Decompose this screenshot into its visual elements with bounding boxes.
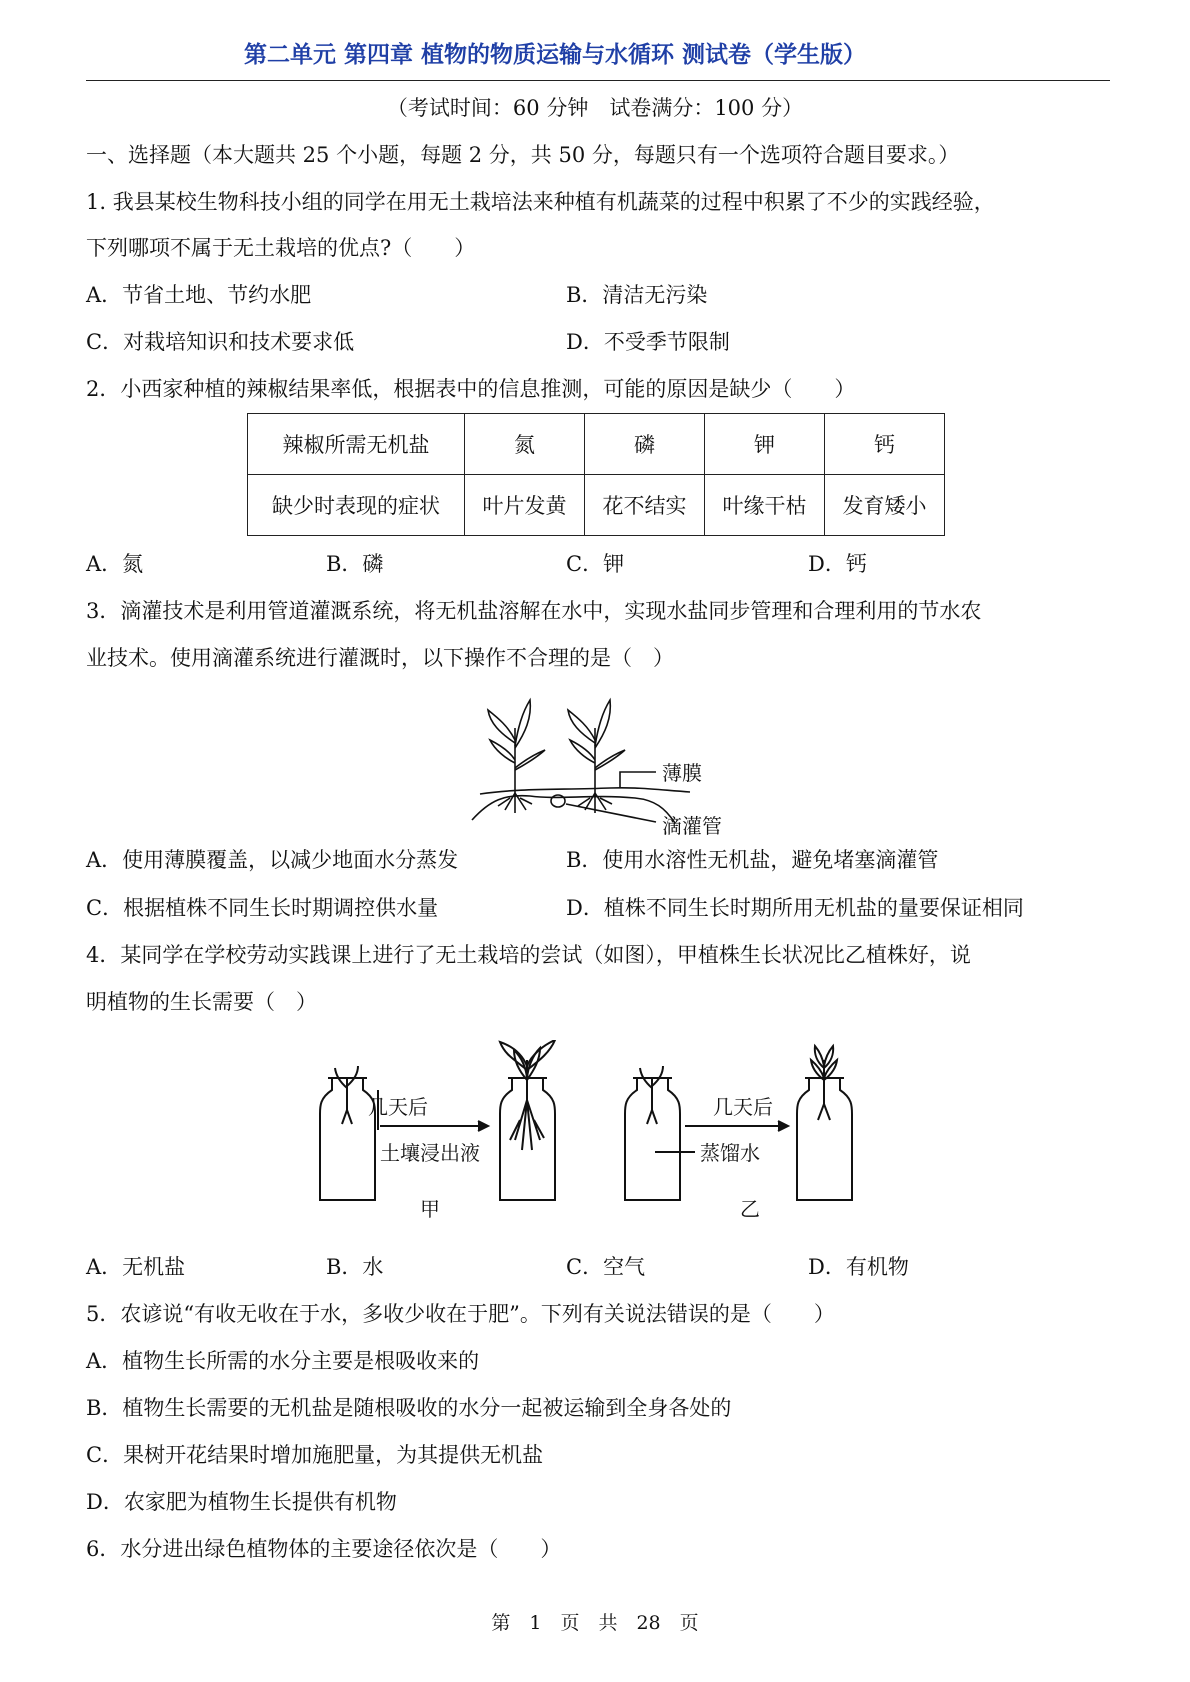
q4-option-d: D．有机物 xyxy=(808,1255,909,1279)
table-cell: 辣椒所需无机盐 xyxy=(248,414,465,475)
table-cell: 发育矮小 xyxy=(825,475,945,536)
q2-stem: 2．小西家种植的辣椒结果率低，根据表中的信息推测，可能的原因是缺少（ ） xyxy=(86,377,856,401)
label-distilled-water: 蒸馏水 xyxy=(700,1141,760,1165)
mineral-table xyxy=(247,413,945,536)
label-drip-pipe: 滴灌管 xyxy=(662,814,722,838)
table-cell: 叶片发黄 xyxy=(465,475,585,536)
q1-option-b: B．清洁无污染 xyxy=(566,283,708,307)
q4-stem-line2: 明植物的生长需要（ ） xyxy=(86,990,317,1014)
page-number: 第 1 页 共 28 页 xyxy=(491,1612,699,1634)
soilless-culture-figure xyxy=(300,1040,900,1230)
q1-stem-line2: 下列哪项不属于无土栽培的优点?（ ） xyxy=(86,236,476,260)
caption-yi: 乙 xyxy=(740,1197,760,1221)
table-cell: 缺少时表现的症状 xyxy=(248,475,465,536)
page-title: 第二单元 第四章 植物的物质运输与水循环 测试卷（学生版） xyxy=(243,42,867,68)
q6-stem: 6．水分进出绿色植物体的主要途径依次是（ ） xyxy=(86,1537,562,1561)
table-cell: 钙 xyxy=(825,414,945,475)
q5-option-d: D．农家肥为植物生长提供有机物 xyxy=(86,1490,397,1514)
q2-option-a: A．氮 xyxy=(86,552,144,576)
q2-option-d: D．钙 xyxy=(808,552,867,576)
section-heading: 一、选择题（本大题共 25 个小题，每题 2 分，共 50 分，每题只有一个选项符合题目要求。） xyxy=(86,143,960,167)
q5-stem: 5．农谚说“有收无收在于水，多收少收在于肥”。下列有关说法错误的是（ ） xyxy=(86,1302,835,1326)
table-row xyxy=(248,475,945,536)
q5-option-a: A．植物生长所需的水分主要是根吸收来的 xyxy=(86,1349,480,1373)
label-days-later-2: 几天后 xyxy=(713,1095,773,1119)
table-cell: 氮 xyxy=(465,414,585,475)
q3-option-c: C．根据植株不同生长时期调控供水量 xyxy=(86,896,439,920)
q3-option-a: A．使用薄膜覆盖，以减少地面水分蒸发 xyxy=(86,848,459,872)
q1-option-d: D．不受季节限制 xyxy=(566,330,730,354)
q3-option-b: B．使用水溶性无机盐，避免堵塞滴灌管 xyxy=(566,848,939,872)
q3-stem-line1: 3．滴灌技术是利用管道灌溉系统，将无机盐溶解在水中，实现水盐同步管理和合理利用的节水农 xyxy=(86,599,982,623)
table-cell: 磷 xyxy=(585,414,705,475)
q1-option-a: A．节省土地、节约水肥 xyxy=(86,283,312,307)
table-cell: 钾 xyxy=(705,414,825,475)
label-soil-extract: 土壤浸出液 xyxy=(380,1141,480,1165)
q3-stem-line2: 业技术。使用滴灌系统进行灌溉时，以下操作不合理的是（ ） xyxy=(86,646,674,670)
title-divider xyxy=(86,80,1110,81)
q3-option-d: D．植株不同生长时期所用无机盐的量要保证相同 xyxy=(566,896,1024,920)
label-film: 薄膜 xyxy=(662,761,702,785)
q4-option-b: B．水 xyxy=(326,1255,384,1279)
table-row xyxy=(248,414,945,475)
drip-irrigation-figure xyxy=(460,688,750,838)
q1-stem-line1: 1. 我县某校生物科技小组的同学在用无土栽培法来种植有机蔬菜的过程中积累了不少的实践经验， xyxy=(86,190,995,214)
table-cell: 花不结实 xyxy=(585,475,705,536)
label-days-later-1: 几天后 xyxy=(368,1095,428,1119)
q4-option-c: C．空气 xyxy=(566,1255,646,1279)
table-cell: 叶缘干枯 xyxy=(705,475,825,536)
q4-option-a: A．无机盐 xyxy=(86,1255,186,1279)
q5-option-c: C．果树开花结果时增加施肥量，为其提供无机盐 xyxy=(86,1443,544,1467)
q5-option-b: B．植物生长需要的无机盐是随根吸收的水分一起被运输到全身各处的 xyxy=(86,1396,732,1420)
q1-option-c: C．对栽培知识和技术要求低 xyxy=(86,330,355,354)
q2-option-c: C．钾 xyxy=(566,552,625,576)
q2-option-b: B．磷 xyxy=(326,552,384,576)
q4-stem-line1: 4．某同学在学校劳动实践课上进行了无土栽培的尝试（如图），甲植株生长状况比乙植株好，说 xyxy=(86,943,971,967)
exam-info: （考试时间：60 分钟 试卷满分：100 分） xyxy=(386,96,804,120)
caption-jia: 甲 xyxy=(420,1197,440,1221)
